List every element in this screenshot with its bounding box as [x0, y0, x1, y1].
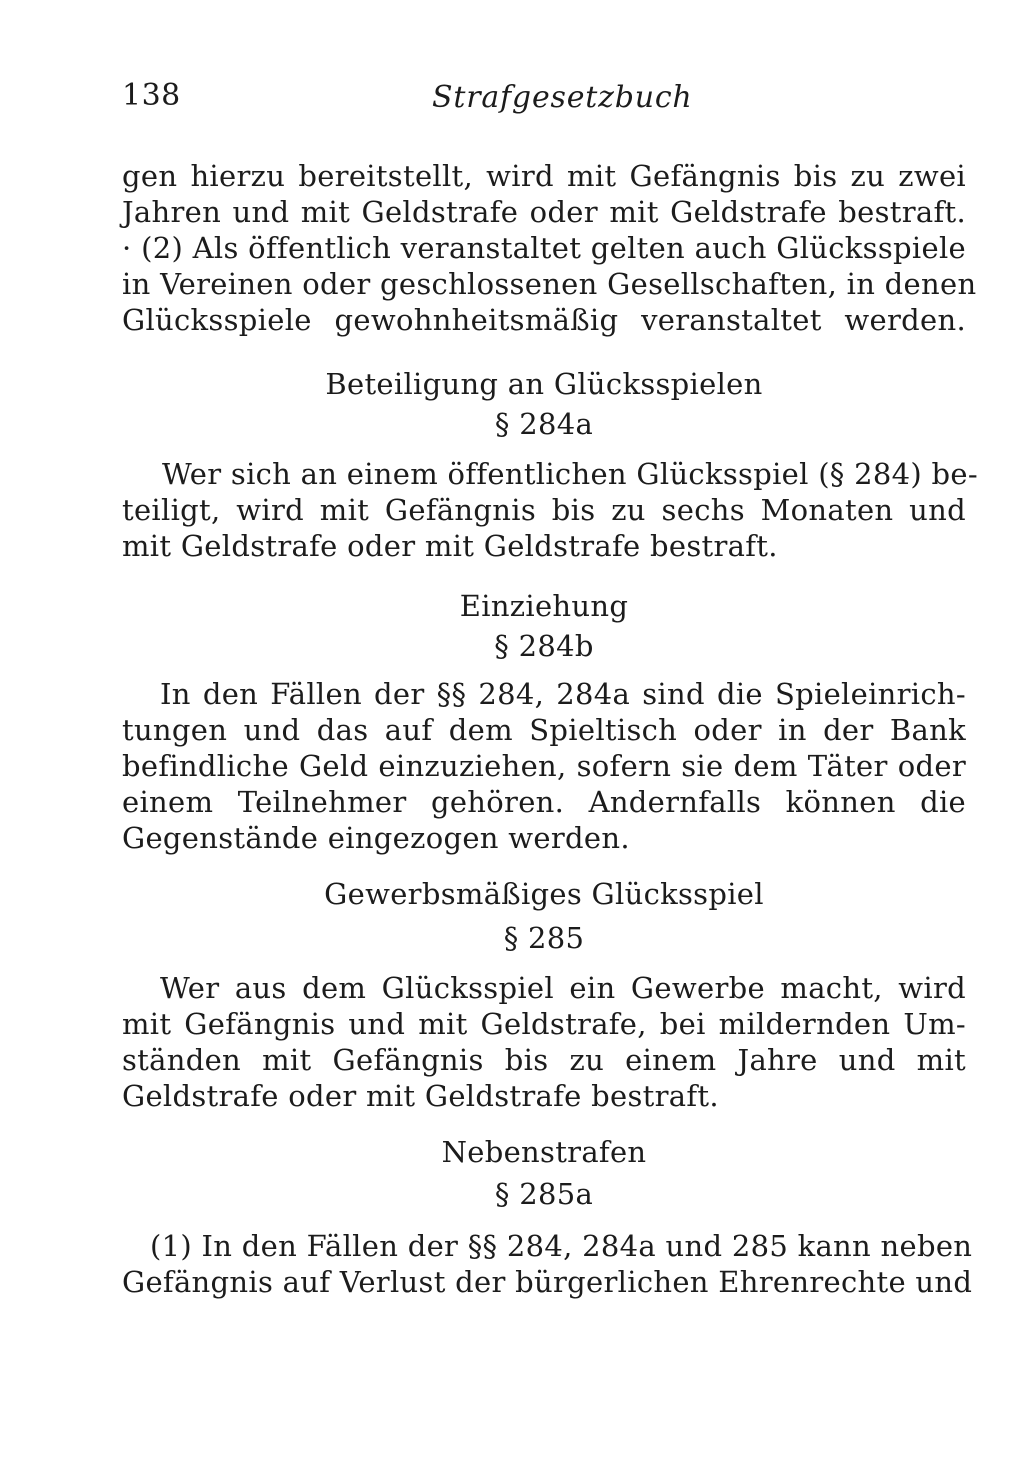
page-number: 138: [122, 78, 181, 113]
section-number: § 285a: [494, 1177, 594, 1211]
text-line: In den Fällen der §§ 284, 284a sind die Spieleinrich-: [160, 677, 966, 711]
text-line: einem Teilnehmer gehören. Andernfalls können die: [122, 785, 966, 819]
section-heading: Gewerbsmäßiges Glücksspiel: [324, 877, 764, 911]
text-line: befindliche Geld einzuziehen, sofern sie dem Täter oder: [122, 749, 966, 783]
section-heading: Einziehung: [459, 589, 629, 623]
section-number: § 285: [503, 921, 585, 955]
section-number: § 284a: [494, 407, 594, 441]
section-heading: Beteiligung an Glücksspielen: [325, 367, 763, 401]
text-line: (1) In den Fällen der §§ 284, 284a und 285 kann neben: [150, 1229, 973, 1263]
text-line: · (2) Als öffentlich veranstaltet gelten auch Glücksspiele: [122, 231, 966, 265]
text-line: mit Gefängnis und mit Geldstrafe, bei mildernden Um-: [122, 1007, 966, 1041]
text-line: tungen und das auf dem Spieltisch oder in der Bank: [122, 713, 966, 747]
text-line: ständen mit Gefängnis bis zu einem Jahre und mit: [122, 1043, 966, 1077]
section-number: § 284b: [494, 629, 594, 663]
text-line: Glücksspiele gewohnheitsmäßig veranstaltet werden.: [122, 303, 966, 337]
section-heading: Nebenstrafen: [441, 1135, 647, 1169]
text-line: Gegenstände eingezogen werden.: [122, 821, 630, 855]
text-line: Wer sich an einem öffentlichen Glücksspiel (§ 284) be-: [162, 457, 978, 491]
text-line: Gefängnis auf Verlust der bürgerlichen Ehrenrechte und: [122, 1265, 973, 1299]
text-line: Geldstrafe oder mit Geldstrafe bestraft.: [122, 1079, 719, 1113]
text-line: teiligt, wird mit Gefängnis bis zu sechs Monaten und: [122, 493, 966, 527]
page-header: [122, 78, 982, 128]
text-line: in Vereinen oder geschlossenen Gesellschaften, in denen: [122, 267, 977, 301]
running-title: Strafgesetzbuch: [432, 80, 693, 115]
text-line: Wer aus dem Glücksspiel ein Gewerbe macht, wird: [160, 971, 966, 1005]
text-line: mit Geldstrafe oder mit Geldstrafe bestraft.: [122, 529, 778, 563]
text-line: gen hierzu bereitstellt, wird mit Gefängnis bis zu zwei: [122, 159, 966, 193]
text-line: Jahren und mit Geldstrafe oder mit Geldstrafe bestraft.: [122, 195, 966, 229]
